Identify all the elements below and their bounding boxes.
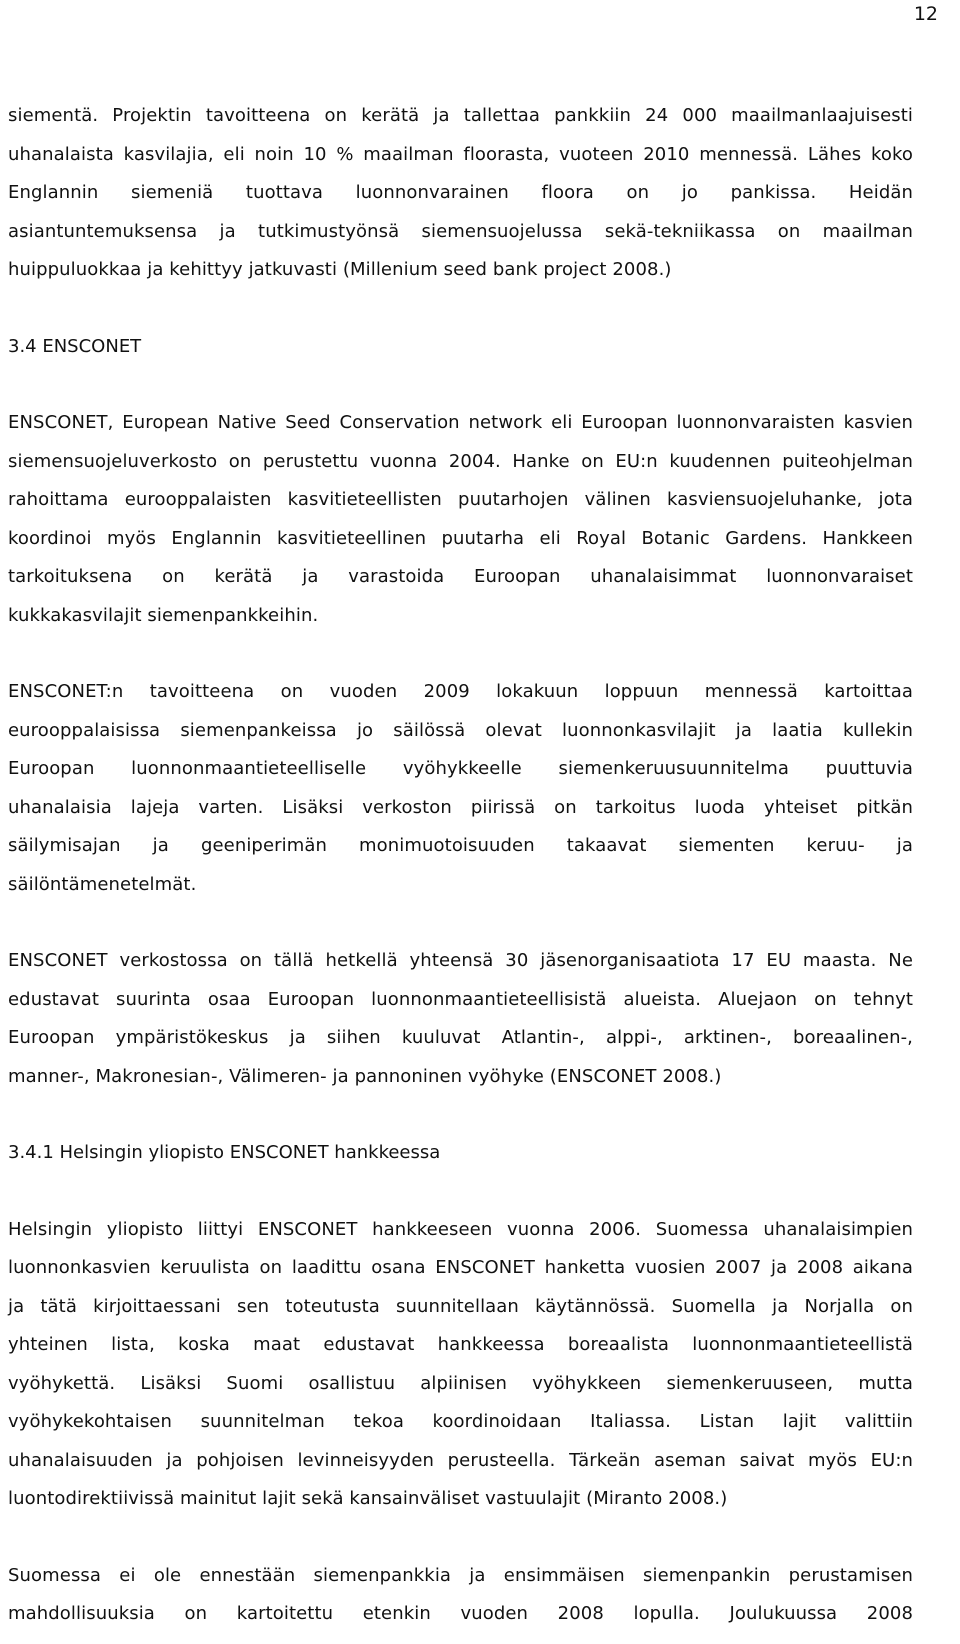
text-line: edustavat suurinta osaa Euroopan luonnonmaantieteellisistä alueista. Aluejaon on tehnyt <box>8 988 913 1010</box>
text-line: ja tätä kirjoittaessani sen toteutusta suunnitellaan käytännössä. Suomella ja Norjalla on <box>8 1295 913 1317</box>
text-line: eurooppalaisissa siemenpankeissa jo säilössä olevat luonnonkasvilajit ja laatia kullekin <box>8 719 913 741</box>
text-line: Euroopan ympäristökeskus ja siihen kuuluvat Atlantin-, alppi-, arktinen-, boreaalinen-, <box>8 1027 913 1048</box>
text-line: rahoittama eurooppalaisten kasvitieteellisten puutarhojen välinen kasviensuojeluhanke, jota <box>8 489 913 510</box>
text-line: tarkoituksena on kerätä ja varastoida Euroopan uhanalaisimmat luonnonvaraiset <box>8 566 913 587</box>
text-line: luontodirektiivissä mainitut lajit sekä kansainväliset vastuulajit (Miranto 2008.) <box>8 1488 728 1509</box>
text-line: asiantuntemuksensa ja tutkimustyönsä siemensuojelussa sekä-tekniikassa on maailman <box>8 220 913 242</box>
text-line: koordinoi myös Englannin kasvitieteellinen puutarha eli Royal Botanic Gardens. Hankkeen <box>8 527 913 549</box>
paragraph-ensconet-members <box>8 942 913 1096</box>
text-line: uhanalaisuuden ja pohjoisen levinneisyyden perusteella. Tärkeän aseman saivat myös EU:n <box>8 1449 913 1471</box>
paragraph-helsinki-university <box>8 1211 913 1519</box>
text-line: luonnonkasvien keruulista on laadittu osana ENSCONET hanketta vuosien 2007 ja 2008 aikana <box>8 1257 913 1278</box>
paragraph-millennium-seed-bank <box>8 97 913 290</box>
text-line: kukkakasvilajit siemenpankkeihin. <box>8 604 319 626</box>
text-line: siementä. Projektin tavoitteena on kerätä ja tallettaa pankkiin 24 000 maailmanlaajuisesti <box>8 105 913 126</box>
text-line: uhanalaisia lajeja varten. Lisäksi verkoston piirissä on tarkoitus luoda yhteiset pitkän <box>8 796 913 818</box>
text-line: Englannin siemeniä tuottava luonnonvarainen floora on jo pankissa. Heidän <box>8 182 913 203</box>
text-line: ENSCONET, European Native Seed Conservation network eli Euroopan luonnonvaraisten kasvien <box>8 412 913 433</box>
text-line: huippuluokkaa ja kehittyy jatkuvasti (Millenium seed bank project 2008.) <box>8 259 672 280</box>
paragraph-ensconet-intro <box>8 404 913 635</box>
text-line: mahdollisuuksia on kartoitettu etenkin vuoden 2008 lopulla. Joulukuussa 2008 <box>8 1603 913 1624</box>
text-line: Euroopan luonnonmaantieteelliselle vyöhykkeelle siemenkeruusuunnitelma puuttuvia <box>8 758 913 779</box>
document-body <box>8 97 913 1634</box>
text-line: siemensuojeluverkosto on perustettu vuonna 2004. Hanke on EU:n kuudennen puiteohjelman <box>8 450 913 472</box>
paragraph-ensconet-goals <box>8 673 913 904</box>
section-heading-helsinki: 3.4.1 Helsingin yliopisto ENSCONET hankkeessa <box>8 1142 441 1163</box>
paragraph-finland-seed-bank <box>8 1557 913 1634</box>
text-line: säilöntämenetelmät. <box>8 873 197 895</box>
text-line: ENSCONET:n tavoitteena on vuoden 2009 lokakuun loppuun mennessä kartoittaa <box>8 681 913 702</box>
text-line: uhanalaista kasvilajia, eli noin 10 % maailman floorasta, vuoteen 2010 mennessä. Lähes koko <box>8 143 913 165</box>
text-line: säilymisajan ja geeniperimän monimuotoisuuden takaavat siementen keruu- ja <box>8 835 913 856</box>
text-line: manner-, Makronesian-, Välimeren- ja pannoninen vyöhyke (ENSCONET 2008.) <box>8 1065 722 1087</box>
text-line: Suomessa ei ole ennestään siemenpankkia ja ensimmäisen siemenpankin perustamisen <box>8 1564 913 1586</box>
page-number: 12 <box>913 3 938 25</box>
section-heading-ensconet: 3.4 ENSCONET <box>8 335 142 357</box>
text-line: Helsingin yliopisto liittyi ENSCONET hankkeeseen vuonna 2006. Suomessa uhanalaisimpien <box>8 1218 913 1240</box>
text-line: ENSCONET verkostossa on tällä hetkellä yhteensä 30 jäsenorganisaatiota 17 EU maasta. Ne <box>8 950 913 971</box>
text-line: vyöhykekohtaisen suunnitelman tekoa koordinoidaan Italiassa. Listan lajit valittiin <box>8 1411 913 1432</box>
text-line: yhteinen lista, koska maat edustavat hankkeessa boreaalista luonnonmaantieteellistä <box>8 1334 913 1355</box>
text-line: vyöhykettä. Lisäksi Suomi osallistuu alpiinisen vyöhykkeen siemenkeruuseen, mutta <box>8 1372 913 1394</box>
